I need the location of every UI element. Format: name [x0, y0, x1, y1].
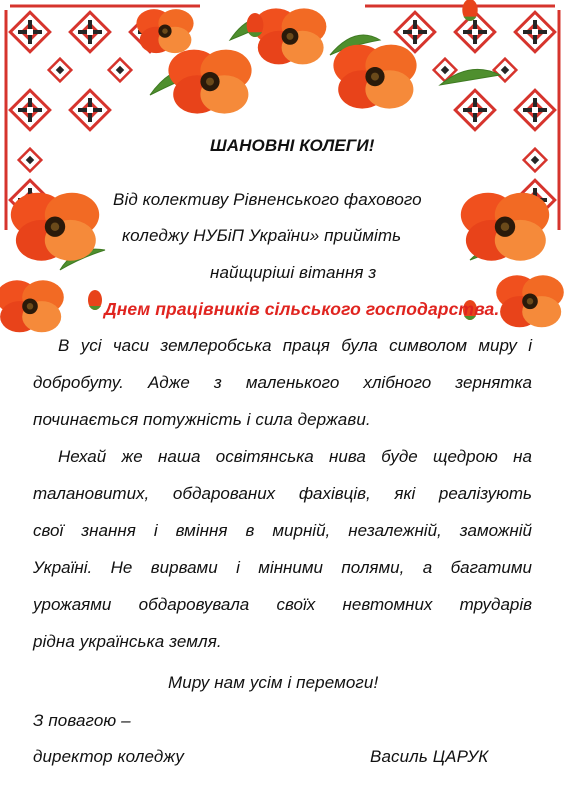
body-p2-line-3: свої знання і вміння в мирній, незалежній, заможній: [33, 521, 532, 540]
holiday-dot: .: [494, 299, 500, 319]
holiday-name: [104, 298, 499, 320]
greeting-line-2: коледжу НУБіП України» прийміть: [122, 226, 402, 245]
signature-position: директор коледжу: [33, 747, 184, 766]
signature-name: Василь ЦАРУК: [370, 747, 489, 766]
holiday-name-text: Днем працівників сільського господарства: [104, 299, 495, 319]
greeting-line-1: Від колективу Рівненського фахового: [113, 190, 422, 209]
greeting-title: ШАНОВНІ КОЛЕГИ!: [210, 136, 375, 155]
body-p1-line-2: добробуту. Адже з маленького хлібного зернятка: [33, 373, 532, 392]
body-p2-line-6: рідна українська земля.: [33, 632, 222, 651]
body-p1-line-3: починається потужність і сила держави.: [33, 410, 371, 429]
body-p2-line-5: урожаями обдаровувала своїх невтомних трударів: [33, 595, 532, 614]
greeting-line-3: найщиріші вітання з: [210, 263, 377, 282]
closing-wish: Миру нам усім і перемоги!: [168, 673, 379, 692]
signature-regards: З повагою –: [33, 711, 131, 730]
body-p1-line-1: В усі часи землеробська праця була символом миру і: [58, 336, 532, 355]
body-p2-line-1: Нехай же наша освітянська нива буде щедрою на: [58, 447, 532, 466]
body-p2-line-2: талановитих, обдарованих фахівців, які реалізують: [33, 484, 532, 503]
body-p2-line-4: Україні. Не вирвами і мінними полями, а багатими: [33, 558, 532, 577]
